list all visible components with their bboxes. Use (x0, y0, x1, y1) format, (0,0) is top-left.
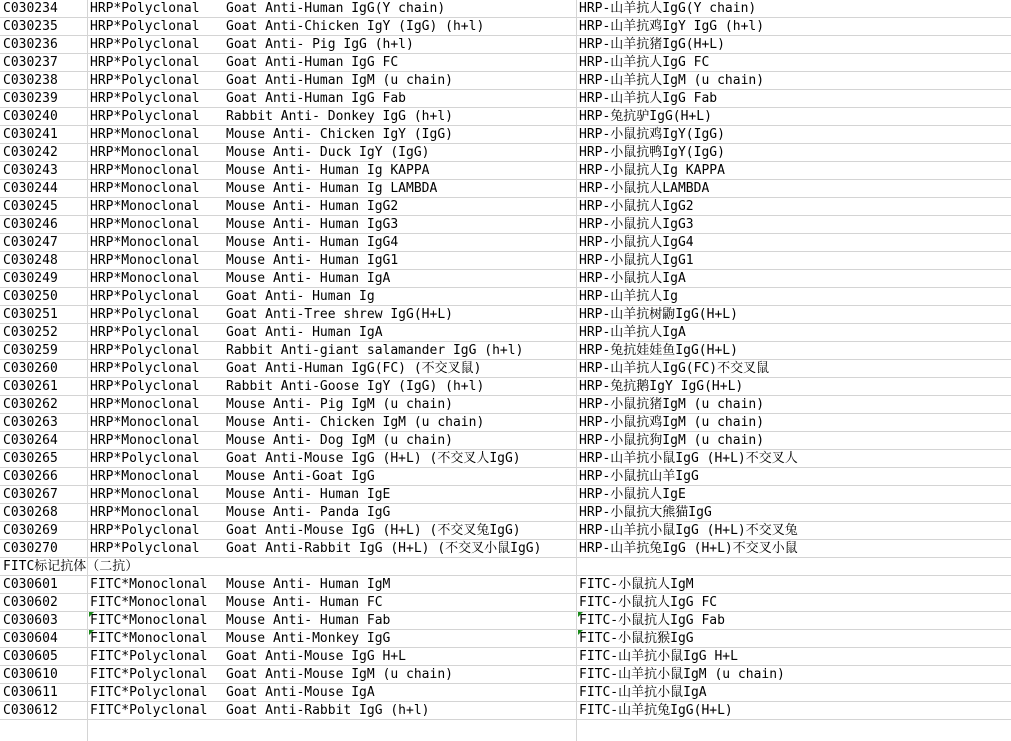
description-cell[interactable]: Goat Anti-Human IgG(FC) (不交叉鼠) (226, 361, 482, 376)
chinese-name-cell[interactable]: HRP-山羊抗人IgG Fab (579, 91, 718, 106)
catalog-number-cell[interactable]: C030243 (3, 163, 58, 178)
chinese-name-cell[interactable]: FITC-山羊抗小鼠IgA (579, 685, 707, 700)
table-row[interactable] (0, 234, 1011, 252)
table-row[interactable] (0, 522, 1011, 540)
chinese-name-cell[interactable]: HRP-山羊抗鸡IgY IgG (h+l) (579, 19, 765, 34)
description-cell[interactable]: Goat Anti-Tree shrew IgG(H+L) (226, 307, 453, 322)
label-type-cell[interactable]: HRP*Monoclonal (90, 127, 200, 142)
label-type-cell[interactable]: HRP*Polyclonal (90, 55, 200, 70)
table-row[interactable] (0, 54, 1011, 72)
table-row[interactable] (0, 468, 1011, 486)
label-type-cell[interactable]: HRP*Monoclonal (90, 235, 200, 250)
label-type-cell[interactable]: HRP*Monoclonal (90, 469, 200, 484)
description-cell[interactable]: Goat Anti-Mouse IgA (226, 685, 375, 700)
chinese-name-cell[interactable]: HRP-小鼠抗猪IgM (u chain) (579, 397, 765, 412)
chinese-name-cell[interactable]: HRP-山羊抗人Ig (579, 289, 678, 304)
table-row[interactable] (0, 90, 1011, 108)
chinese-name-cell[interactable]: HRP-小鼠抗人IgG4 (579, 235, 694, 250)
description-cell[interactable]: Mouse Anti-Goat IgG (226, 469, 375, 484)
chinese-name-cell[interactable]: FITC-小鼠抗人IgG Fab (579, 613, 725, 628)
catalog-number-cell[interactable]: C030241 (3, 127, 58, 142)
label-type-cell[interactable]: HRP*Polyclonal (90, 523, 200, 538)
comment-indicator-icon (89, 630, 94, 635)
table-row[interactable] (0, 594, 1011, 612)
description-cell[interactable]: Goat Anti-Chicken IgY (IgG) (h+l) (226, 19, 485, 34)
description-cell[interactable]: Mouse Anti- Human Ig LAMBDA (226, 181, 438, 196)
catalog-number-cell[interactable]: C030236 (3, 37, 58, 52)
label-type-cell[interactable]: HRP*Polyclonal (90, 451, 200, 466)
table-row[interactable] (0, 540, 1011, 558)
label-type-cell[interactable]: HRP*Polyclonal (90, 343, 200, 358)
description-cell[interactable]: Rabbit Anti-giant salamander IgG (h+l) (226, 343, 524, 358)
chinese-name-cell[interactable]: HRP-山羊抗人IgA (579, 325, 686, 340)
chinese-name-cell[interactable]: HRP-小鼠抗人Ig KAPPA (579, 163, 725, 178)
label-type-cell[interactable]: HRP*Monoclonal (90, 271, 200, 286)
description-cell[interactable]: Mouse Anti-Monkey IgG (226, 631, 391, 646)
label-type-cell[interactable]: HRP*Monoclonal (90, 505, 200, 520)
table-row[interactable] (0, 126, 1011, 144)
description-cell[interactable]: Mouse Anti- Dog IgM (u chain) (226, 433, 453, 448)
label-type-cell[interactable]: FITC*Monoclonal (90, 595, 208, 610)
description-cell[interactable]: Mouse Anti- Human FC (226, 595, 383, 610)
label-type-cell[interactable]: HRP*Polyclonal (90, 541, 200, 556)
label-type-cell[interactable]: HRP*Monoclonal (90, 181, 200, 196)
table-row[interactable] (0, 180, 1011, 198)
catalog-number-cell[interactable]: C030234 (3, 1, 58, 16)
chinese-name-cell[interactable]: HRP-兔抗鹅IgY IgG(H+L) (579, 379, 744, 394)
catalog-number-cell[interactable]: C030265 (3, 451, 58, 466)
catalog-number-cell[interactable]: C030266 (3, 469, 58, 484)
catalog-number-cell[interactable]: C030251 (3, 307, 58, 322)
description-cell[interactable]: Mouse Anti- Human IgG4 (226, 235, 399, 250)
description-cell[interactable]: Goat Anti-Human IgG Fab (226, 91, 407, 106)
label-type-cell[interactable]: HRP*Polyclonal (90, 37, 200, 52)
table-row[interactable] (0, 612, 1011, 630)
chinese-name-cell[interactable]: HRP-山羊抗小鼠IgG (H+L)不交叉人 (579, 451, 798, 466)
catalog-number-cell[interactable]: C030239 (3, 91, 58, 106)
catalog-number-cell[interactable]: C030259 (3, 343, 58, 358)
chinese-name-cell[interactable]: HRP-兔抗驴IgG(H+L) (579, 109, 712, 124)
label-type-cell[interactable]: HRP*Monoclonal (90, 217, 200, 232)
catalog-number-cell[interactable]: C030237 (3, 55, 58, 70)
catalog-number-cell[interactable]: C030252 (3, 325, 58, 340)
description-cell[interactable]: Goat Anti-Mouse IgM (u chain) (226, 667, 453, 682)
table-row[interactable] (0, 342, 1011, 360)
table-row[interactable] (0, 432, 1011, 450)
chinese-name-cell[interactable]: HRP-小鼠抗大熊猫IgG (579, 505, 712, 520)
chinese-name-cell[interactable]: HRP-山羊抗人IgG FC (579, 55, 710, 70)
catalog-number-cell[interactable]: C030610 (3, 667, 58, 682)
chinese-name-cell[interactable]: HRP-小鼠抗人LAMBDA (579, 181, 710, 196)
description-cell[interactable]: Goat Anti- Human IgA (226, 325, 383, 340)
chinese-name-cell[interactable]: HRP-山羊抗树鼩IgG(H+L) (579, 307, 738, 322)
chinese-name-cell[interactable]: FITC-山羊抗小鼠IgM (u chain) (579, 667, 785, 682)
catalog-number-cell[interactable]: C030269 (3, 523, 58, 538)
catalog-number-cell[interactable]: C030267 (3, 487, 58, 502)
description-cell[interactable]: Mouse Anti- Human IgA (226, 271, 391, 286)
label-type-cell[interactable]: HRP*Polyclonal (90, 91, 200, 106)
label-type-cell[interactable]: HRP*Monoclonal (90, 397, 200, 412)
description-cell[interactable]: Mouse Anti- Pig IgM (u chain) (226, 397, 453, 412)
chinese-name-cell[interactable]: HRP-小鼠抗山羊IgG (579, 469, 699, 484)
chinese-name-cell[interactable]: HRP-小鼠抗狗IgM (u chain) (579, 433, 765, 448)
description-cell[interactable]: Mouse Anti- Chicken IgY (IgG) (226, 127, 453, 142)
catalog-number-cell[interactable]: C030601 (3, 577, 58, 592)
table-row[interactable] (0, 414, 1011, 432)
table-row[interactable] (0, 306, 1011, 324)
table-row[interactable] (0, 108, 1011, 126)
description-cell[interactable]: Rabbit Anti-Goose IgY (IgG) (h+l) (226, 379, 485, 394)
catalog-number-cell[interactable]: C030270 (3, 541, 58, 556)
chinese-name-cell[interactable]: FITC-山羊抗兔IgG(H+L) (579, 703, 733, 718)
catalog-number-cell[interactable]: C030250 (3, 289, 58, 304)
catalog-number-cell[interactable]: C030602 (3, 595, 58, 610)
label-type-cell[interactable]: HRP*Monoclonal (90, 253, 200, 268)
catalog-number-cell[interactable]: C030246 (3, 217, 58, 232)
description-cell[interactable]: Goat Anti-Mouse IgG (H+L) (不交叉人IgG) (226, 451, 521, 466)
table-row[interactable] (0, 216, 1011, 234)
description-cell[interactable]: Goat Anti-Mouse IgG H+L (226, 649, 407, 664)
table-row[interactable] (0, 504, 1011, 522)
table-row[interactable] (0, 396, 1011, 414)
label-type-cell[interactable]: HRP*Polyclonal (90, 19, 200, 34)
catalog-number-cell[interactable]: C030260 (3, 361, 58, 376)
description-cell[interactable]: Goat Anti-Human IgG(Y chain) (226, 1, 446, 16)
comment-indicator-icon (578, 612, 583, 617)
label-type-cell[interactable]: FITC*Polyclonal (90, 667, 208, 682)
table-row[interactable] (0, 270, 1011, 288)
chinese-name-cell[interactable]: HRP-小鼠抗鸡IgY(IgG) (579, 127, 725, 142)
description-cell[interactable]: Goat Anti-Mouse IgG (H+L) (不交叉兔IgG) (226, 523, 521, 538)
table-row[interactable] (0, 702, 1011, 720)
comment-indicator-icon (89, 612, 94, 617)
chinese-name-cell[interactable]: HRP-山羊抗人IgG(Y chain) (579, 1, 757, 16)
catalog-number-cell[interactable]: C030603 (3, 613, 58, 628)
description-cell[interactable]: Goat Anti-Rabbit IgG (h+l) (226, 703, 430, 718)
description-cell[interactable]: Goat Anti- Human Ig (226, 289, 375, 304)
table-row[interactable] (0, 666, 1011, 684)
description-cell[interactable]: Goat Anti-Human IgG FC (226, 55, 399, 70)
catalog-number-cell[interactable]: C030612 (3, 703, 58, 718)
label-type-cell[interactable]: HRP*Polyclonal (90, 73, 200, 88)
chinese-name-cell[interactable]: FITC-山羊抗小鼠IgG H+L (579, 649, 738, 664)
description-cell[interactable]: Goat Anti- Pig IgG (h+l) (226, 37, 414, 52)
label-type-cell[interactable]: HRP*Polyclonal (90, 307, 200, 322)
description-cell[interactable]: Mouse Anti- Human IgG1 (226, 253, 399, 268)
table-row[interactable] (0, 576, 1011, 594)
catalog-number-cell[interactable]: C030268 (3, 505, 58, 520)
table-row[interactable] (0, 378, 1011, 396)
label-type-cell[interactable]: HRP*Polyclonal (90, 379, 200, 394)
description-cell[interactable]: Mouse Anti- Duck IgY (IgG) (226, 145, 430, 160)
catalog-number-cell[interactable]: C030247 (3, 235, 58, 250)
fitc-rows (0, 576, 1011, 720)
chinese-name-cell[interactable]: FITC-小鼠抗人IgG FC (579, 595, 718, 610)
label-type-cell[interactable]: FITC*Monoclonal (90, 577, 208, 592)
table-row[interactable] (0, 162, 1011, 180)
chinese-name-cell[interactable]: HRP-小鼠抗鸡IgM (u chain) (579, 415, 765, 430)
catalog-number-cell[interactable]: C030240 (3, 109, 58, 124)
description-cell[interactable]: Mouse Anti- Human IgG2 (226, 199, 399, 214)
description-cell[interactable]: Mouse Anti- Chicken IgM (u chain) (226, 415, 485, 430)
table-row[interactable] (0, 684, 1011, 702)
chinese-name-cell[interactable]: HRP-小鼠抗人IgG2 (579, 199, 694, 214)
description-cell[interactable]: Mouse Anti- Human Ig KAPPA (226, 163, 430, 178)
comment-indicator-icon (578, 630, 583, 635)
catalog-number-cell[interactable]: C030604 (3, 631, 58, 646)
description-cell[interactable]: Goat Anti-Rabbit IgG (H+L) (不交叉小鼠IgG) (226, 541, 542, 556)
label-type-cell[interactable]: FITC*Polyclonal (90, 703, 208, 718)
catalog-number-cell[interactable]: C030264 (3, 433, 58, 448)
chinese-name-cell[interactable]: HRP-山羊抗兔IgG (H+L)不交叉小鼠 (579, 541, 798, 556)
table-row[interactable] (0, 0, 1011, 18)
table-row[interactable] (0, 36, 1011, 54)
label-type-cell[interactable]: HRP*Monoclonal (90, 145, 200, 160)
chinese-name-cell[interactable]: HRP-小鼠抗人IgG1 (579, 253, 694, 268)
label-type-cell[interactable]: FITC*Monoclonal (90, 613, 208, 628)
label-type-cell[interactable]: HRP*Polyclonal (90, 109, 200, 124)
label-type-cell[interactable]: HRP*Monoclonal (90, 415, 200, 430)
catalog-number-cell[interactable]: C030263 (3, 415, 58, 430)
label-type-cell[interactable]: HRP*Monoclonal (90, 487, 200, 502)
description-cell[interactable]: Mouse Anti- Human IgM (226, 577, 391, 592)
label-type-cell[interactable]: HRP*Monoclonal (90, 433, 200, 448)
description-cell[interactable]: Mouse Anti- Panda IgG (226, 505, 391, 520)
chinese-name-cell[interactable]: HRP-小鼠抗鸭IgY(IgG) (579, 145, 725, 160)
label-type-cell[interactable]: FITC*Polyclonal (90, 649, 208, 664)
catalog-number-cell[interactable]: C030238 (3, 73, 58, 88)
table-row[interactable] (0, 144, 1011, 162)
chinese-name-cell[interactable]: HRP-小鼠抗人IgG3 (579, 217, 694, 232)
catalog-number-cell[interactable]: C030249 (3, 271, 58, 286)
chinese-name-cell[interactable]: HRP-小鼠抗人IgA (579, 271, 686, 286)
label-type-cell[interactable]: HRP*Monoclonal (90, 163, 200, 178)
table-row[interactable] (0, 630, 1011, 648)
section-title[interactable]: FITC标记抗体（二抗） (3, 559, 139, 574)
table-row[interactable] (0, 198, 1011, 216)
section-header-row[interactable] (0, 558, 1011, 576)
label-type-cell[interactable]: HRP*Polyclonal (90, 325, 200, 340)
chinese-name-cell[interactable]: HRP-山羊抗小鼠IgG (H+L)不交叉兔 (579, 523, 798, 538)
table-row[interactable] (0, 72, 1011, 90)
table-row[interactable] (0, 450, 1011, 468)
catalog-number-cell[interactable]: C030245 (3, 199, 58, 214)
table-row[interactable] (0, 252, 1011, 270)
table-row[interactable] (0, 324, 1011, 342)
label-type-cell[interactable]: FITC*Monoclonal (90, 631, 208, 646)
description-cell[interactable]: Mouse Anti- Human Fab (226, 613, 391, 628)
chinese-name-cell[interactable]: FITC-小鼠抗人IgM (579, 577, 694, 592)
chinese-name-cell[interactable]: FITC-小鼠抗猴IgG (579, 631, 694, 646)
catalog-number-cell[interactable]: C030235 (3, 19, 58, 34)
chinese-name-cell[interactable]: HRP-山羊抗人IgG(FC)不交叉鼠 (579, 361, 770, 376)
label-type-cell[interactable]: HRP*Polyclonal (90, 361, 200, 376)
chinese-name-cell[interactable]: HRP-兔抗娃娃鱼IgG(H+L) (579, 343, 738, 358)
chinese-name-cell[interactable]: HRP-山羊抗猪IgG(H+L) (579, 37, 725, 52)
catalog-number-cell[interactable]: C030244 (3, 181, 58, 196)
label-type-cell[interactable]: HRP*Monoclonal (90, 199, 200, 214)
catalog-number-cell[interactable]: C030242 (3, 145, 58, 160)
description-cell[interactable]: Rabbit Anti- Donkey IgG (h+l) (226, 109, 453, 124)
table-row[interactable] (0, 18, 1011, 36)
label-type-cell[interactable]: HRP*Polyclonal (90, 289, 200, 304)
description-cell[interactable]: Goat Anti-Human IgM (u chain) (226, 73, 453, 88)
table-row[interactable] (0, 486, 1011, 504)
catalog-number-cell[interactable]: C030605 (3, 649, 58, 664)
description-cell[interactable]: Mouse Anti- Human IgE (226, 487, 391, 502)
table-row[interactable] (0, 288, 1011, 306)
catalog-number-cell[interactable]: C030248 (3, 253, 58, 268)
chinese-name-cell[interactable]: HRP-小鼠抗人IgE (579, 487, 686, 502)
label-type-cell[interactable]: HRP*Polyclonal (90, 1, 200, 16)
label-type-cell[interactable]: FITC*Polyclonal (90, 685, 208, 700)
catalog-number-cell[interactable]: C030262 (3, 397, 58, 412)
table-row[interactable] (0, 360, 1011, 378)
description-cell[interactable]: Mouse Anti- Human IgG3 (226, 217, 399, 232)
table-row[interactable] (0, 648, 1011, 666)
catalog-number-cell[interactable]: C030611 (3, 685, 58, 700)
catalog-number-cell[interactable]: C030261 (3, 379, 58, 394)
chinese-name-cell[interactable]: HRP-山羊抗人IgM (u chain) (579, 73, 765, 88)
